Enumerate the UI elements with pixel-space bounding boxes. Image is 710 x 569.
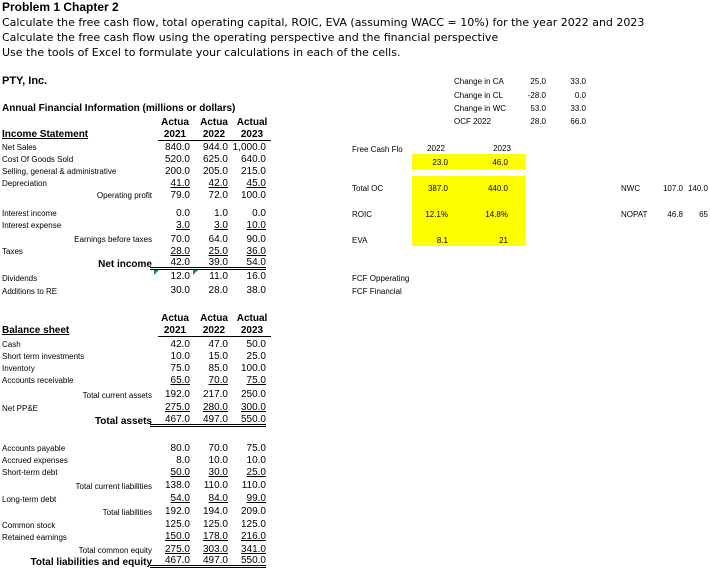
row-label-ebt: Earnings before taxes	[74, 235, 152, 244]
ocf-label: OCF 2022	[454, 117, 491, 126]
cell[interactable]: 275.0	[164, 544, 190, 555]
cell[interactable]: 125.0	[164, 519, 190, 530]
fcf-financial-label: FCF Financial	[352, 287, 402, 296]
cell[interactable]: 28.0	[170, 246, 190, 257]
row-label-total-liabilities: Total liabilities	[102, 508, 152, 517]
cell[interactable]: 11.0	[209, 271, 228, 282]
row-label-dividends: Dividends	[2, 274, 38, 283]
row-label-total-assets: Total assets	[94, 416, 152, 427]
cell[interactable]: 138.0	[164, 480, 190, 491]
row-label-depreciation: Depreciation	[2, 179, 47, 188]
balance-year-2022: 2022	[202, 325, 226, 336]
balance-year-2023: 2023	[240, 325, 264, 336]
section-title: Annual Financial Information (millions or dollars)	[2, 103, 236, 114]
eva-2023-cell[interactable]: 21	[499, 236, 508, 245]
cell[interactable]: 280.0	[202, 402, 228, 413]
cell[interactable]: 467.0	[150, 414, 190, 427]
cell[interactable]: 1.0	[214, 208, 228, 219]
cell[interactable]: 80.0	[170, 443, 190, 454]
roic-label: ROIC	[352, 210, 372, 219]
row-label-accrued: Accrued expenses	[2, 456, 68, 465]
cell[interactable]: 75.0	[170, 363, 190, 374]
cell[interactable]: 65.0	[170, 375, 190, 386]
row-label-std: Short-term debt	[2, 468, 58, 477]
change-ca-label: Change in CA	[454, 77, 504, 86]
cell[interactable]: 16.0	[246, 271, 266, 282]
cell[interactable]: 194.0	[202, 506, 228, 517]
cell[interactable]: 125.0	[240, 519, 266, 530]
row-label-retained-earnings: Retained earnings	[2, 533, 67, 542]
cell[interactable]: 54.0	[170, 493, 190, 504]
change-cl-label: Change in CL	[454, 91, 503, 100]
fcf-2022-cell[interactable]: 23.0	[432, 158, 448, 167]
roic-2022-cell[interactable]: 12.1%	[425, 210, 448, 219]
income-year-2023: 2023	[240, 129, 264, 140]
cell[interactable]: 46.8	[667, 210, 683, 219]
row-label-net-sales: Net Sales	[2, 143, 37, 152]
cell[interactable]: 200.0	[164, 166, 190, 177]
cell[interactable]: 497.0	[190, 414, 228, 427]
cell[interactable]: 192.0	[164, 389, 190, 400]
row-label-cogs: Cost Of Goods Sold	[2, 155, 74, 164]
row-label-additions-re: Additions to RE	[2, 287, 58, 296]
cell[interactable]: 50.0	[170, 467, 190, 478]
fcf-label: Free Cash Flo	[352, 145, 403, 154]
row-label-ltd: Long-term debt	[2, 495, 57, 504]
cell[interactable]: 0.0	[574, 91, 586, 100]
cell[interactable]: 64.0	[208, 234, 228, 245]
company-name: PTY, Inc.	[2, 75, 48, 87]
cell[interactable]: 550.0	[228, 414, 266, 427]
balance-actual-1: Actua	[161, 313, 189, 324]
change-wc-label: Change in WC	[454, 104, 507, 113]
cell[interactable]: 84.0	[208, 493, 228, 504]
cell[interactable]: 75.0	[246, 443, 266, 454]
income-year-2021: 2021	[163, 129, 187, 140]
cell[interactable]: 90.0	[246, 234, 266, 245]
eva-label: EVA	[352, 236, 368, 245]
calc-year-2022: 2022	[427, 144, 445, 153]
problem-title: Problem 1 Chapter 2	[2, 0, 119, 14]
income-year-2022: 2022	[202, 129, 226, 140]
cell[interactable]: 341.0	[240, 544, 266, 555]
cell[interactable]: 45.0	[246, 178, 266, 189]
row-label-net-income: Net income	[98, 259, 152, 270]
cell[interactable]: 110.0	[203, 480, 228, 491]
cell[interactable]: 840.0	[164, 142, 190, 153]
cell[interactable]: 3.0	[214, 220, 228, 231]
toc-label: Total OC	[352, 184, 384, 193]
cell[interactable]: 38.0	[246, 285, 266, 296]
row-label-total-common-equity: Total common equity	[78, 546, 152, 555]
roic-2023-cell[interactable]: 14.8%	[485, 210, 508, 219]
cell[interactable]: 100.0	[240, 190, 266, 201]
cell[interactable]: 1,000.0	[232, 142, 266, 153]
row-label-interest-income: Interest income	[2, 209, 57, 218]
cell[interactable]: 99.0	[246, 493, 266, 504]
cell[interactable]: 70.0	[208, 375, 228, 386]
instruction-line-3: Use the tools of Excel to formulate your calculations in each of the cells.	[2, 46, 401, 59]
cell[interactable]: 550.0	[228, 555, 266, 568]
cell[interactable]: 3.0	[176, 220, 190, 231]
cell[interactable]: 25.0	[530, 77, 546, 86]
cell[interactable]: 72.0	[208, 190, 228, 201]
row-label-net-ppe: Net PP&E	[2, 404, 39, 413]
cell[interactable]: 150.0	[164, 531, 190, 542]
balance-year-2021: 2021	[163, 325, 187, 336]
cell[interactable]: 25.0	[246, 467, 266, 478]
nwc-label: NWC	[621, 184, 641, 193]
income-actual-1: Actua	[161, 117, 189, 128]
cell[interactable]: 47.0	[208, 339, 228, 350]
row-label-sti: Short term investments	[2, 352, 85, 361]
balance-actual-3: Actual	[236, 313, 268, 324]
cell[interactable]: 944.0	[202, 142, 228, 153]
cell[interactable]: 15.0	[208, 351, 228, 362]
cell[interactable]: 39.0	[190, 257, 228, 270]
cell[interactable]: 42.0	[208, 178, 228, 189]
cell[interactable]: 303.0	[202, 544, 228, 555]
row-label-interest-expense: Interest expense	[2, 221, 62, 230]
toc-2022-cell[interactable]: 387.0	[427, 184, 448, 193]
row-label-tca: Total current assets	[82, 391, 152, 400]
cell[interactable]: 36.0	[246, 246, 266, 257]
cell[interactable]: 178.0	[202, 531, 228, 542]
cell[interactable]: 75.0	[246, 375, 266, 386]
cell[interactable]: 497.0	[190, 555, 228, 568]
cell[interactable]: 70.0	[208, 443, 228, 454]
cell[interactable]: 10.0	[246, 455, 266, 466]
cell[interactable]: 42.0	[150, 257, 190, 270]
cell[interactable]: 50.0	[246, 339, 266, 350]
cell[interactable]: 205.0	[202, 166, 228, 177]
cell[interactable]: 107.0	[662, 184, 683, 193]
cell[interactable]: 467.0	[150, 555, 190, 568]
instruction-line-1: Calculate the free cash flow, total operating capital, ROIC, EVA (assuming WACC = 10%) for the year 2022 and 2023	[2, 16, 645, 29]
cell[interactable]: 275.0	[164, 402, 190, 413]
cell[interactable]: 215.0	[240, 166, 266, 177]
row-label-taxes: Taxes	[2, 247, 23, 256]
cell[interactable]: 66.0	[570, 117, 586, 126]
cell[interactable]: 54.0	[228, 257, 266, 270]
cell[interactable]: 8.0	[176, 455, 190, 466]
cell[interactable]: 10.0	[246, 220, 266, 231]
cell[interactable]: 25.0	[208, 246, 228, 257]
cell[interactable]: -28.0	[527, 91, 546, 100]
income-statement-heading: Income Statement	[2, 129, 89, 140]
eva-2022-cell[interactable]: 8.1	[436, 236, 448, 245]
row-label-cash: Cash	[2, 340, 21, 349]
cell[interactable]: 53.0	[530, 104, 546, 113]
cell[interactable]: 216.0	[240, 531, 266, 542]
cell[interactable]: 70.0	[170, 234, 190, 245]
cell[interactable]: 140.0	[687, 184, 708, 193]
cell[interactable]: 28.0	[208, 285, 228, 296]
cell[interactable]: 209.0	[240, 506, 266, 517]
cell[interactable]: 30.0	[170, 285, 190, 296]
cell[interactable]: 300.0	[240, 402, 266, 413]
cell[interactable]: 33.0	[570, 104, 586, 113]
row-label-operating-profit: Operating profit	[96, 191, 152, 200]
cell[interactable]: 217.0	[202, 389, 228, 400]
cell[interactable]: 33.0	[570, 77, 586, 86]
row-label-ap: Accounts payable	[2, 444, 66, 453]
cell[interactable]: 625.0	[202, 154, 228, 165]
income-actual-2: Actua	[200, 117, 228, 128]
cell[interactable]: 85.0	[208, 363, 228, 374]
cell[interactable]: 30.0	[208, 467, 228, 478]
row-label-common-stock: Common stock	[2, 521, 56, 530]
cell[interactable]: 12.0	[170, 271, 190, 282]
cell[interactable]: 10.0	[170, 351, 190, 362]
cell[interactable]: 41.0	[170, 178, 190, 189]
cell[interactable]: 192.0	[164, 506, 190, 517]
row-label-inventory: Inventory	[2, 364, 35, 373]
toc-2023-cell[interactable]: 440.0	[487, 184, 508, 193]
cell[interactable]: 79.0	[170, 190, 190, 201]
cell[interactable]: 520.0	[164, 154, 190, 165]
row-label-sga: Selling, general & administrative	[2, 167, 117, 176]
cell[interactable]: 0.0	[176, 208, 190, 219]
instruction-line-2: Calculate the free cash flow using the operating perspective and the financial perspective	[2, 31, 499, 44]
income-actual-3: Actual	[236, 117, 268, 128]
cell[interactable]: 0.0	[252, 208, 266, 219]
cell[interactable]: 28.0	[530, 117, 546, 126]
cell[interactable]: 110.0	[241, 480, 266, 491]
balance-actual-2: Actua	[200, 313, 228, 324]
fcf-2023-cell[interactable]: 46.0	[492, 158, 508, 167]
row-label-total-liab-equity: Total liabilities and equity	[30, 557, 152, 568]
cell[interactable]: 25.0	[246, 351, 266, 362]
cell[interactable]: 250.0	[240, 389, 266, 400]
row-label-ar: Accounts receivable	[2, 376, 74, 385]
cell[interactable]: 640.0	[240, 154, 266, 165]
fcf-operating-label: FCF Opperating	[352, 274, 410, 283]
calc-year-2023: 2023	[493, 144, 511, 153]
cell[interactable]: 125.0	[202, 519, 228, 530]
cell[interactable]: 65	[699, 210, 708, 219]
balance-sheet-heading: Balance sheet	[2, 325, 70, 336]
cell[interactable]: 42.0	[170, 339, 190, 350]
row-label-tcl: Total current liabilities	[75, 482, 152, 491]
cell[interactable]: 100.0	[240, 363, 266, 374]
cell[interactable]: 10.0	[208, 455, 228, 466]
nopat-label: NOPAT	[621, 210, 648, 219]
